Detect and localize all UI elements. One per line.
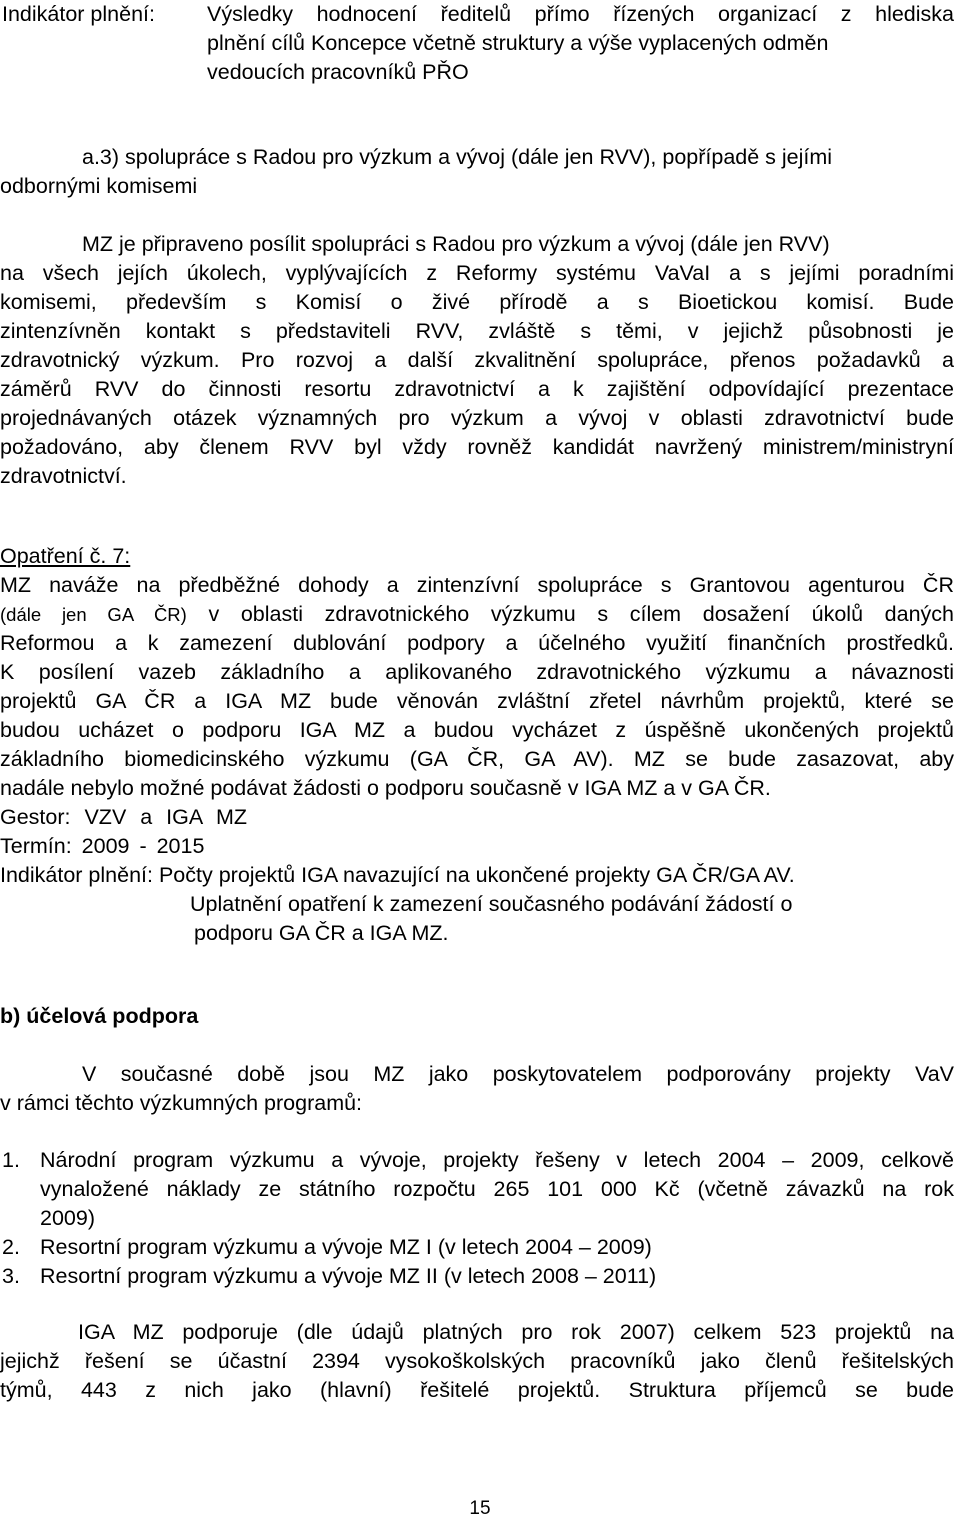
indicator-line: Indikátor plnění: Počty projektů IGA navazující na ukončené projekty GA ČR/GA AV. — [0, 863, 795, 887]
text-line: 2009) — [40, 1206, 95, 1230]
text-line: Výsledky hodnocení ředitelů přímo řízených organizací z hlediska — [207, 2, 954, 26]
text-line: a.3) spolupráce s Radou pro výzkum a vývoj (dále jen RVV), popřípadě s jejími — [82, 145, 833, 169]
text-span: MZ je připraveno posílit spolupráci s Radou pro výzkum a vývoj (dále jen RVV) — [82, 232, 830, 256]
text-line: Resortní program výzkumu a vývoje MZ II (v letech 2008 – 2011) — [40, 1264, 657, 1288]
text-line: MZ naváže na předběžné dohody a zintenzívní spolupráce s Grantovou agenturou ČR — [0, 573, 954, 597]
text-line: Národní program výzkumu a vývoje, projekty řešeny v letech 2004 – 2009, celkově — [40, 1148, 954, 1172]
page-number: 15 — [469, 1498, 491, 1519]
text-line — [0, 1060, 954, 1089]
text-line — [0, 230, 954, 259]
text-line: zintenzívněn kontakt s představiteli RVV, zvláště s těmi, v jejichž působnosti je — [0, 319, 954, 343]
text-line: K posílení vazeb základního a aplikovaného zdravotnického výzkumu a návaznosti — [0, 660, 954, 684]
text-span: V současné době jsou MZ jako poskytovatelem podporovány projekty VaV — [82, 1062, 954, 1086]
section-b-heading: b) účelová podpora — [0, 1004, 199, 1028]
list-number: 2. — [2, 1235, 20, 1259]
list-item — [0, 1262, 954, 1291]
text-line — [0, 600, 954, 629]
text-line: budou ucházet o podporu IGA MZ a budou vycházet z úspěšně ukončených projektů — [0, 718, 954, 742]
text-line: vynaložené náklady ze státního rozpočtu 265 101 000 Kč (včetně závazků na rok — [40, 1177, 954, 1201]
list-number: 1. — [2, 1148, 20, 1172]
section-a3-title-cont: odbornými komisemi — [0, 174, 198, 198]
gestor: Gestor: VZV a IGA MZ — [0, 805, 248, 829]
text-line: Reformou a k zamezení dublování podpory a účelného využití finančních prostředků. — [0, 631, 954, 655]
text-line: vedoucích pracovníků PŘO — [207, 60, 469, 84]
text-line: v rámci těchto výzkumných programů: — [0, 1091, 363, 1115]
program-list — [0, 1146, 954, 1291]
text-line: nadále nebylo možné podávat žádosti o podporu současně v IGA MZ a v GA ČR. — [0, 776, 771, 800]
text-line — [0, 1318, 954, 1347]
text-line: záměrů RVV do činnosti resortu zdravotnictví a k zajištění odpovídající prezentace — [0, 377, 954, 401]
indicator-line: Uplatnění opatření k zamezení současného podávání žádostí o — [190, 892, 793, 916]
text-line: zdravotnictví. — [0, 464, 127, 488]
measure-heading: Opatření č. 7: — [0, 544, 131, 568]
section-a3-paragraph — [0, 230, 954, 491]
text-line: požadováno, aby členem RVV byl vždy rovněž kandidát navržený ministrem/ministryní — [0, 435, 954, 459]
text-span: IGA MZ podporuje (dle údajů platných pro rok 2007) celkem 523 projektů na — [78, 1320, 954, 1344]
text-line: Resortní program výzkumu a vývoje MZ I (v letech 2004 – 2009) — [40, 1235, 652, 1259]
top-indicator-text — [207, 0, 954, 87]
termin: Termín: 2009 - 2015 — [0, 834, 205, 858]
text-line: základního biomedicinského výzkumu (GA ČR, GA AV). MZ se bude zasazovat, aby — [0, 747, 954, 771]
text-line: plnění cílů Koncepce včetně struktury a výše vyplacených odměn — [207, 31, 829, 55]
section-b-intro — [0, 1060, 954, 1118]
text-line: na všech jejích úkolech, vyplývajících z Reformy systému VaVaI a s jejími poradními — [0, 261, 954, 285]
indicator-line: podporu GA ČR a IGA MZ. — [194, 921, 449, 945]
text-line: jejichž řešení se účastní 2394 vysokoškolských pracovníků jako členů řešitelských — [0, 1349, 954, 1373]
list-number: 3. — [2, 1264, 20, 1288]
text-line: projednávaných otázek významných pro výzkum a vývoj v oblasti zdravotnictví bude — [0, 406, 954, 430]
text-line: komisemi, především s Komisí o živé přírodě a s Bioetickou komisí. Bude — [0, 290, 954, 314]
section-b — [0, 1002, 954, 1031]
list-item — [0, 1233, 954, 1262]
section-a3-title — [0, 143, 954, 172]
measure-7 — [0, 542, 954, 948]
text-line: projektů GA ČR a IGA MZ bude věnován zvláštní zřetel návrhům projektů, které se — [0, 689, 954, 713]
closing-paragraph — [0, 1318, 954, 1405]
abbrev-note: (dále jen GA ČR) — [0, 604, 187, 625]
top-indicator-label: Indikátor plnění: — [2, 2, 155, 26]
text-line: týmů, 443 z nich jako (hlavní) řešitelé projektů. Struktura příjemců se bude — [0, 1378, 954, 1402]
section-a3 — [0, 143, 954, 201]
list-item — [0, 1146, 954, 1233]
text-line: zdravotnický výzkum. Pro rozvoj a další zkvalitnění spolupráce, přenos požadavků a — [0, 348, 954, 372]
text-span: v oblasti zdravotnického výzkumu s cílem dosažení úkolů daných — [186, 602, 954, 626]
